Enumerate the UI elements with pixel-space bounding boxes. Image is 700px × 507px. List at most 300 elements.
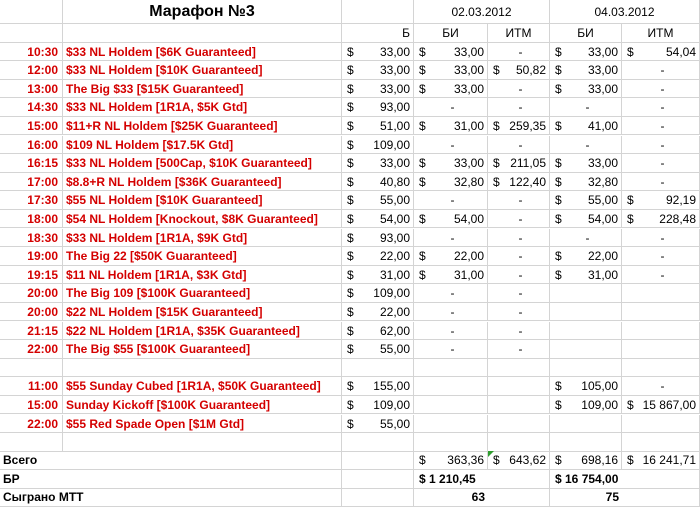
start-time-cell[interactable]: 15:00	[0, 117, 63, 136]
col-header-amount[interactable]: Б	[342, 24, 414, 43]
buyin-amount-cell[interactable]	[342, 377, 414, 396]
tournament-name-cell[interactable]: The Big $33 [$15K Guaranteed]	[63, 80, 342, 99]
bi-day1-cell[interactable]	[414, 191, 488, 210]
cell-value: 22,00	[587, 249, 618, 264]
bi-day1-cell[interactable]	[414, 80, 488, 99]
buyin-amount-cell[interactable]	[342, 117, 414, 136]
cell-value: 93,00	[379, 100, 410, 115]
itm-day1-cell[interactable]	[488, 229, 550, 248]
currency-symbol: $	[627, 397, 634, 412]
buyin-amount-cell[interactable]	[342, 303, 414, 322]
buyin-amount-cell[interactable]	[342, 136, 414, 155]
bi-day1-cell[interactable]	[414, 154, 488, 173]
bi-day1-cell[interactable]	[414, 359, 488, 378]
currency-symbol: $	[347, 379, 354, 394]
currency-symbol: $	[555, 174, 562, 189]
start-time-cell[interactable]: 17:00	[0, 173, 63, 192]
currency-symbol: $	[347, 416, 354, 431]
itm-day2-cell[interactable]	[622, 415, 700, 434]
table-row	[0, 415, 700, 434]
start-time-cell[interactable]: 16:15	[0, 154, 63, 173]
dash-value: -	[518, 211, 523, 226]
bi-day2-cell[interactable]	[550, 98, 622, 117]
currency-symbol: $	[419, 118, 426, 133]
cell-empty[interactable]	[63, 24, 342, 43]
table-row	[0, 359, 700, 378]
sheet-title[interactable]: Марафон №3	[63, 0, 342, 24]
total-bi-2-value: 698,16	[581, 453, 618, 467]
dash-value: -	[450, 230, 455, 245]
cell-value: 109,00	[373, 397, 410, 412]
table-row	[0, 229, 700, 248]
dash-value: -	[660, 230, 665, 245]
bi-day1-cell[interactable]	[414, 247, 488, 266]
start-time-cell[interactable]: 17:30	[0, 191, 63, 210]
currency-symbol: $	[347, 81, 354, 96]
start-time-cell[interactable]: 16:00	[0, 136, 63, 155]
bi-day1-cell[interactable]	[414, 433, 488, 452]
bi-day2-cell[interactable]	[550, 43, 622, 62]
col-header-bi-2[interactable]: БИ	[550, 24, 622, 43]
cell-value: 33,00	[453, 63, 484, 78]
buyin-amount-cell[interactable]	[342, 359, 414, 378]
itm-day2-cell[interactable]	[622, 80, 700, 99]
tournament-name-cell[interactable]: $11+R NL Holdem [$25K Guaranteed]	[63, 117, 342, 136]
itm-day2-cell[interactable]	[622, 377, 700, 396]
itm-day1-cell[interactable]	[488, 98, 550, 117]
cell-value: 54,00	[379, 211, 410, 226]
buyin-amount-cell[interactable]	[342, 173, 414, 192]
cell-value: 22,00	[379, 304, 410, 319]
bi-day1-cell[interactable]	[414, 136, 488, 155]
itm-day2-cell[interactable]	[622, 117, 700, 136]
currency-symbol: $	[347, 304, 354, 319]
start-time-cell[interactable]: 13:00	[0, 80, 63, 99]
buyin-amount-cell[interactable]	[342, 191, 414, 210]
itm-day1-cell[interactable]	[488, 247, 550, 266]
bi-day2-cell[interactable]	[550, 61, 622, 80]
currency-symbol: $	[555, 44, 562, 59]
table-row	[0, 433, 700, 452]
dash-value: -	[450, 304, 455, 319]
tournament-name-cell[interactable]	[63, 433, 342, 452]
buyin-amount-cell[interactable]	[342, 210, 414, 229]
table-row	[0, 303, 700, 322]
cell-value: 33,00	[587, 44, 618, 59]
table-row	[0, 191, 700, 210]
bi-day2-cell[interactable]	[550, 210, 622, 229]
itm-day1-cell[interactable]	[488, 284, 550, 303]
cell-value: 41,00	[587, 118, 618, 133]
cell-value: 33,00	[379, 81, 410, 96]
itm-day2-cell[interactable]	[622, 136, 700, 155]
currency-symbol: $	[555, 193, 562, 208]
buyin-amount-cell[interactable]	[342, 433, 414, 452]
bi-day1-cell[interactable]	[414, 396, 488, 415]
dash-value: -	[585, 100, 590, 115]
cell-value: 55,00	[379, 342, 410, 357]
bi-day2-cell[interactable]	[550, 303, 622, 322]
itm-day1-cell[interactable]	[488, 303, 550, 322]
tournament-name-cell[interactable]	[63, 359, 342, 378]
currency-symbol: $	[555, 453, 562, 467]
tournament-name-cell[interactable]: The Big $55 [$100K Guaranteed]	[63, 340, 342, 359]
currency-symbol: $	[493, 174, 500, 189]
table-row	[0, 377, 700, 396]
start-time-cell[interactable]: 12:00	[0, 61, 63, 80]
bi-day2-cell[interactable]	[550, 191, 622, 210]
dash-value: -	[518, 137, 523, 152]
bi-day2-cell[interactable]	[550, 136, 622, 155]
played-label[interactable]: Сыграно МТТ	[0, 488, 342, 507]
bi-day1-cell[interactable]	[414, 98, 488, 117]
start-time-cell[interactable]: 20:00	[0, 284, 63, 303]
dash-value: -	[450, 323, 455, 338]
total-itm-2[interactable]	[622, 451, 700, 470]
dash-value: -	[660, 249, 665, 264]
currency-symbol: $	[493, 118, 500, 133]
buyin-amount-cell[interactable]	[342, 322, 414, 341]
dash-value: -	[660, 118, 665, 133]
tournament-name-cell[interactable]: The Big 22 [$50K Guaranteed]	[63, 247, 342, 266]
currency-symbol: $	[493, 453, 500, 467]
itm-day1-cell[interactable]	[488, 80, 550, 99]
itm-day1-cell[interactable]	[488, 433, 550, 452]
cell-value: 54,00	[453, 211, 484, 226]
tournament-name-cell[interactable]: $55 NL Holdem [$10K Guaranteed]	[63, 191, 342, 210]
buyin-amount-cell[interactable]	[342, 340, 414, 359]
cell-value: 228,48	[659, 211, 696, 226]
bi-day2-cell[interactable]	[550, 173, 622, 192]
bi-day2-cell[interactable]	[550, 322, 622, 341]
cell-empty[interactable]	[488, 488, 550, 507]
tournament-name-cell[interactable]: $33 NL Holdem [$10K Guaranteed]	[63, 61, 342, 80]
itm-day2-cell[interactable]	[622, 154, 700, 173]
dash-value: -	[518, 81, 523, 96]
cell-value: 54,00	[587, 211, 618, 226]
cell-value: 32,80	[587, 174, 618, 189]
bi-day2-cell[interactable]	[550, 117, 622, 136]
cell-empty[interactable]	[342, 451, 414, 470]
itm-day2-cell[interactable]	[622, 247, 700, 266]
start-time-cell[interactable]: 22:00	[0, 340, 63, 359]
buyin-amount-cell[interactable]	[342, 229, 414, 248]
tournament-name-cell[interactable]: $33 NL Holdem [$6K Guaranteed]	[63, 43, 342, 62]
start-time-cell[interactable]: 19:00	[0, 247, 63, 266]
itm-day1-cell[interactable]	[488, 266, 550, 285]
currency-symbol: $	[555, 63, 562, 78]
cell-value: 33,00	[453, 81, 484, 96]
cell-value: 33,00	[587, 63, 618, 78]
currency-symbol: $	[555, 379, 562, 394]
itm-day1-cell[interactable]	[488, 191, 550, 210]
buyin-amount-cell[interactable]	[342, 154, 414, 173]
total-bi-2[interactable]	[550, 451, 622, 470]
bi-day1-cell[interactable]	[414, 210, 488, 229]
cell-value: 32,80	[453, 174, 484, 189]
itm-day2-cell[interactable]	[622, 61, 700, 80]
cell-value: 155,00	[373, 379, 410, 394]
dash-value: -	[660, 156, 665, 171]
played-count-1[interactable]: 63	[414, 488, 488, 507]
cell-empty[interactable]	[0, 24, 63, 43]
buyin-amount-cell[interactable]	[342, 266, 414, 285]
currency-symbol: $	[419, 63, 426, 78]
bi-day2-cell[interactable]	[550, 80, 622, 99]
itm-day1-cell[interactable]	[488, 322, 550, 341]
dash-value: -	[450, 137, 455, 152]
currency-symbol: $	[347, 193, 354, 208]
cell-value: 51,00	[379, 118, 410, 133]
dash-value: -	[660, 63, 665, 78]
total-itm-1[interactable]	[488, 451, 550, 470]
bi-day2-cell[interactable]	[550, 359, 622, 378]
itm-day2-cell[interactable]	[622, 173, 700, 192]
dash-value: -	[518, 286, 523, 301]
cell-value: 259,35	[509, 118, 546, 133]
date-header-1[interactable]: 02.03.2012	[414, 0, 550, 24]
currency-symbol: $	[627, 211, 634, 226]
bi-day2-cell[interactable]	[550, 396, 622, 415]
buyin-amount-cell[interactable]	[342, 284, 414, 303]
tournament-name-cell[interactable]: $8.8+R NL Holdem [$36K Guaranteed]	[63, 173, 342, 192]
bi-day2-cell[interactable]	[550, 377, 622, 396]
col-header-itm-2[interactable]: ИТМ	[622, 24, 700, 43]
cell-value: 33,00	[587, 81, 618, 96]
bi-day2-cell[interactable]	[550, 154, 622, 173]
bi-day2-cell[interactable]	[550, 415, 622, 434]
bi-day2-cell[interactable]	[550, 433, 622, 452]
table-row	[0, 173, 700, 192]
tournament-name-cell[interactable]: The Big 109 [$100K Guaranteed]	[63, 284, 342, 303]
buyin-amount-cell[interactable]	[342, 396, 414, 415]
start-time-cell[interactable]: 22:00	[0, 415, 63, 434]
dash-value: -	[518, 44, 523, 59]
col-header-bi-1[interactable]: БИ	[414, 24, 488, 43]
bi-day1-cell[interactable]	[414, 229, 488, 248]
table-row	[0, 136, 700, 155]
bi-day2-cell[interactable]	[550, 229, 622, 248]
itm-day1-cell[interactable]	[488, 61, 550, 80]
itm-day1-cell[interactable]	[488, 340, 550, 359]
start-time-cell[interactable]: 18:30	[0, 229, 63, 248]
table-row	[0, 247, 700, 266]
currency-symbol: $	[419, 44, 426, 59]
currency-symbol: $	[347, 44, 354, 59]
bi-day2-cell[interactable]	[550, 284, 622, 303]
table-row	[0, 322, 700, 341]
tournament-name-cell[interactable]: $33 NL Holdem [500Cap, $10K Guaranteed]	[63, 154, 342, 173]
tournament-name-cell[interactable]: $33 NL Holdem [1R1A, $9K Gtd]	[63, 229, 342, 248]
start-time-cell[interactable]: 10:30	[0, 43, 63, 62]
currency-symbol: $	[347, 397, 354, 412]
itm-day2-cell[interactable]	[622, 359, 700, 378]
currency-symbol: $	[555, 211, 562, 226]
start-time-cell[interactable]: 18:00	[0, 210, 63, 229]
itm-day2-cell[interactable]	[622, 322, 700, 341]
cell-empty[interactable]	[622, 488, 700, 507]
currency-symbol: $	[347, 100, 354, 115]
start-time-cell[interactable]	[0, 359, 63, 378]
bi-day2-cell[interactable]	[550, 266, 622, 285]
bi-day1-cell[interactable]	[414, 173, 488, 192]
start-time-cell[interactable]: 15:00	[0, 396, 63, 415]
itm-day2-cell[interactable]	[622, 303, 700, 322]
bi-day1-cell[interactable]	[414, 340, 488, 359]
itm-day2-cell[interactable]	[622, 43, 700, 62]
itm-day2-cell[interactable]	[622, 266, 700, 285]
currency-symbol: $	[347, 342, 354, 357]
cell-value: 54,04	[665, 44, 696, 59]
table-row	[0, 98, 700, 117]
tournament-name-cell[interactable]: $33 NL Holdem [1R1A, $5K Gtd]	[63, 98, 342, 117]
tournament-name-cell[interactable]: $55 Red Spade Open [$1M Gtd]	[63, 415, 342, 434]
bi-day1-cell[interactable]	[414, 284, 488, 303]
currency-symbol: $	[555, 397, 562, 412]
tournament-name-cell[interactable]: Sunday Kickoff [$100K Guaranteed]	[63, 396, 342, 415]
itm-day2-cell[interactable]	[622, 284, 700, 303]
itm-day2-cell[interactable]	[622, 433, 700, 452]
dash-value: -	[518, 230, 523, 245]
cell-value: 50,82	[515, 63, 546, 78]
tournament-name-cell[interactable]: $109 NL Holdem [$17.5K Gtd]	[63, 136, 342, 155]
tournament-name-cell[interactable]: $55 Sunday Cubed [1R1A, $50K Guaranteed]	[63, 377, 342, 396]
total-label[interactable]: Всего	[0, 451, 342, 470]
itm-day2-cell[interactable]	[622, 340, 700, 359]
bi-day1-cell[interactable]	[414, 61, 488, 80]
total-bi-1[interactable]	[414, 451, 488, 470]
itm-day1-cell[interactable]	[488, 43, 550, 62]
itm-day1-cell[interactable]	[488, 377, 550, 396]
bi-day1-cell[interactable]	[414, 303, 488, 322]
bi-day1-cell[interactable]	[414, 43, 488, 62]
currency-symbol: $	[419, 249, 426, 264]
dash-value: -	[518, 100, 523, 115]
currency-symbol: $	[493, 156, 500, 171]
dash-value: -	[518, 304, 523, 319]
cell-empty[interactable]	[342, 488, 414, 507]
tournament-name-cell[interactable]: $22 NL Holdem [1R1A, $35K Guaranteed]	[63, 322, 342, 341]
buyin-amount-cell[interactable]	[342, 61, 414, 80]
tournament-name-cell[interactable]: $54 NL Holdem [Knockout, $8K Guaranteed]	[63, 210, 342, 229]
br-label[interactable]: БР	[0, 470, 342, 489]
cell-value: 55,00	[379, 193, 410, 208]
br-value-1[interactable]: $ 1 210,45	[414, 470, 550, 489]
cell-value: 15 867,00	[642, 397, 696, 412]
date-header-2[interactable]: 04.03.2012	[550, 0, 700, 24]
start-time-cell[interactable]: 20:00	[0, 303, 63, 322]
total-row	[0, 451, 700, 470]
buyin-amount-cell[interactable]	[342, 247, 414, 266]
cell-value: 105,00	[581, 379, 618, 394]
cell-value: 55,00	[379, 416, 410, 431]
itm-day1-cell[interactable]	[488, 117, 550, 136]
start-time-cell[interactable]: 11:00	[0, 377, 63, 396]
dash-value: -	[450, 193, 455, 208]
buyin-amount-cell[interactable]	[342, 80, 414, 99]
cell-value: 62,00	[379, 323, 410, 338]
itm-day1-cell[interactable]	[488, 415, 550, 434]
cell-value: 31,00	[587, 267, 618, 282]
title-row	[0, 0, 700, 24]
currency-symbol: $	[555, 249, 562, 264]
start-time-cell[interactable]	[0, 433, 63, 452]
dash-value: -	[450, 100, 455, 115]
currency-symbol: $	[555, 81, 562, 96]
bi-day1-cell[interactable]	[414, 117, 488, 136]
itm-day1-cell[interactable]	[488, 136, 550, 155]
start-time-cell[interactable]: 14:30	[0, 98, 63, 117]
currency-symbol: $	[347, 63, 354, 78]
table-row	[0, 284, 700, 303]
dash-value: -	[585, 230, 590, 245]
itm-day1-cell[interactable]	[488, 396, 550, 415]
cell-value: 55,00	[587, 193, 618, 208]
cell-empty[interactable]	[342, 470, 414, 489]
itm-day2-cell[interactable]	[622, 396, 700, 415]
bi-day2-cell[interactable]	[550, 247, 622, 266]
bi-day1-cell[interactable]	[414, 377, 488, 396]
cell-value: 31,00	[453, 118, 484, 133]
cell-value: 33,00	[453, 156, 484, 171]
tournament-name-cell[interactable]: $22 NL Holdem [$15K Guaranteed]	[63, 303, 342, 322]
itm-day1-cell[interactable]	[488, 359, 550, 378]
cell-value: 33,00	[379, 156, 410, 171]
column-header-row	[0, 24, 700, 43]
currency-symbol: $	[555, 118, 562, 133]
dash-value: -	[518, 342, 523, 357]
table-row	[0, 396, 700, 415]
currency-symbol: $	[419, 174, 426, 189]
col-header-itm-1[interactable]: ИТМ	[488, 24, 550, 43]
cell-value: 33,00	[379, 44, 410, 59]
bi-day1-cell[interactable]	[414, 322, 488, 341]
currency-symbol: $	[493, 63, 500, 78]
dash-value: -	[660, 379, 665, 394]
itm-day2-cell[interactable]	[622, 98, 700, 117]
cell-value: 22,00	[453, 249, 484, 264]
buyin-amount-cell[interactable]	[342, 43, 414, 62]
itm-day2-cell[interactable]	[622, 191, 700, 210]
played-count-2[interactable]: 75	[550, 488, 622, 507]
itm-day2-cell[interactable]	[622, 210, 700, 229]
table-row	[0, 266, 700, 285]
start-time-cell[interactable]: 19:15	[0, 266, 63, 285]
cell-empty[interactable]	[342, 0, 414, 24]
itm-day1-cell[interactable]	[488, 154, 550, 173]
currency-symbol: $	[347, 156, 354, 171]
bi-day2-cell[interactable]	[550, 340, 622, 359]
itm-day1-cell[interactable]	[488, 173, 550, 192]
start-time-cell[interactable]: 21:15	[0, 322, 63, 341]
cell-value: 33,00	[453, 44, 484, 59]
total-itm-2-value: 16 241,71	[642, 453, 696, 467]
table-row	[0, 61, 700, 80]
currency-symbol: $	[419, 211, 426, 226]
buyin-amount-cell[interactable]	[342, 98, 414, 117]
buyin-amount-cell[interactable]	[342, 415, 414, 434]
br-value-2[interactable]: $ 16 754,00	[550, 470, 700, 489]
itm-day2-cell[interactable]	[622, 229, 700, 248]
cell-value: 33,00	[379, 63, 410, 78]
tournament-name-cell[interactable]: $11 NL Holdem [1R1A, $3K Gtd]	[63, 266, 342, 285]
bi-day1-cell[interactable]	[414, 266, 488, 285]
dash-value: -	[518, 267, 523, 282]
dash-value: -	[585, 137, 590, 152]
bi-day1-cell[interactable]	[414, 415, 488, 434]
itm-day1-cell[interactable]	[488, 210, 550, 229]
cell-empty[interactable]	[0, 0, 63, 24]
